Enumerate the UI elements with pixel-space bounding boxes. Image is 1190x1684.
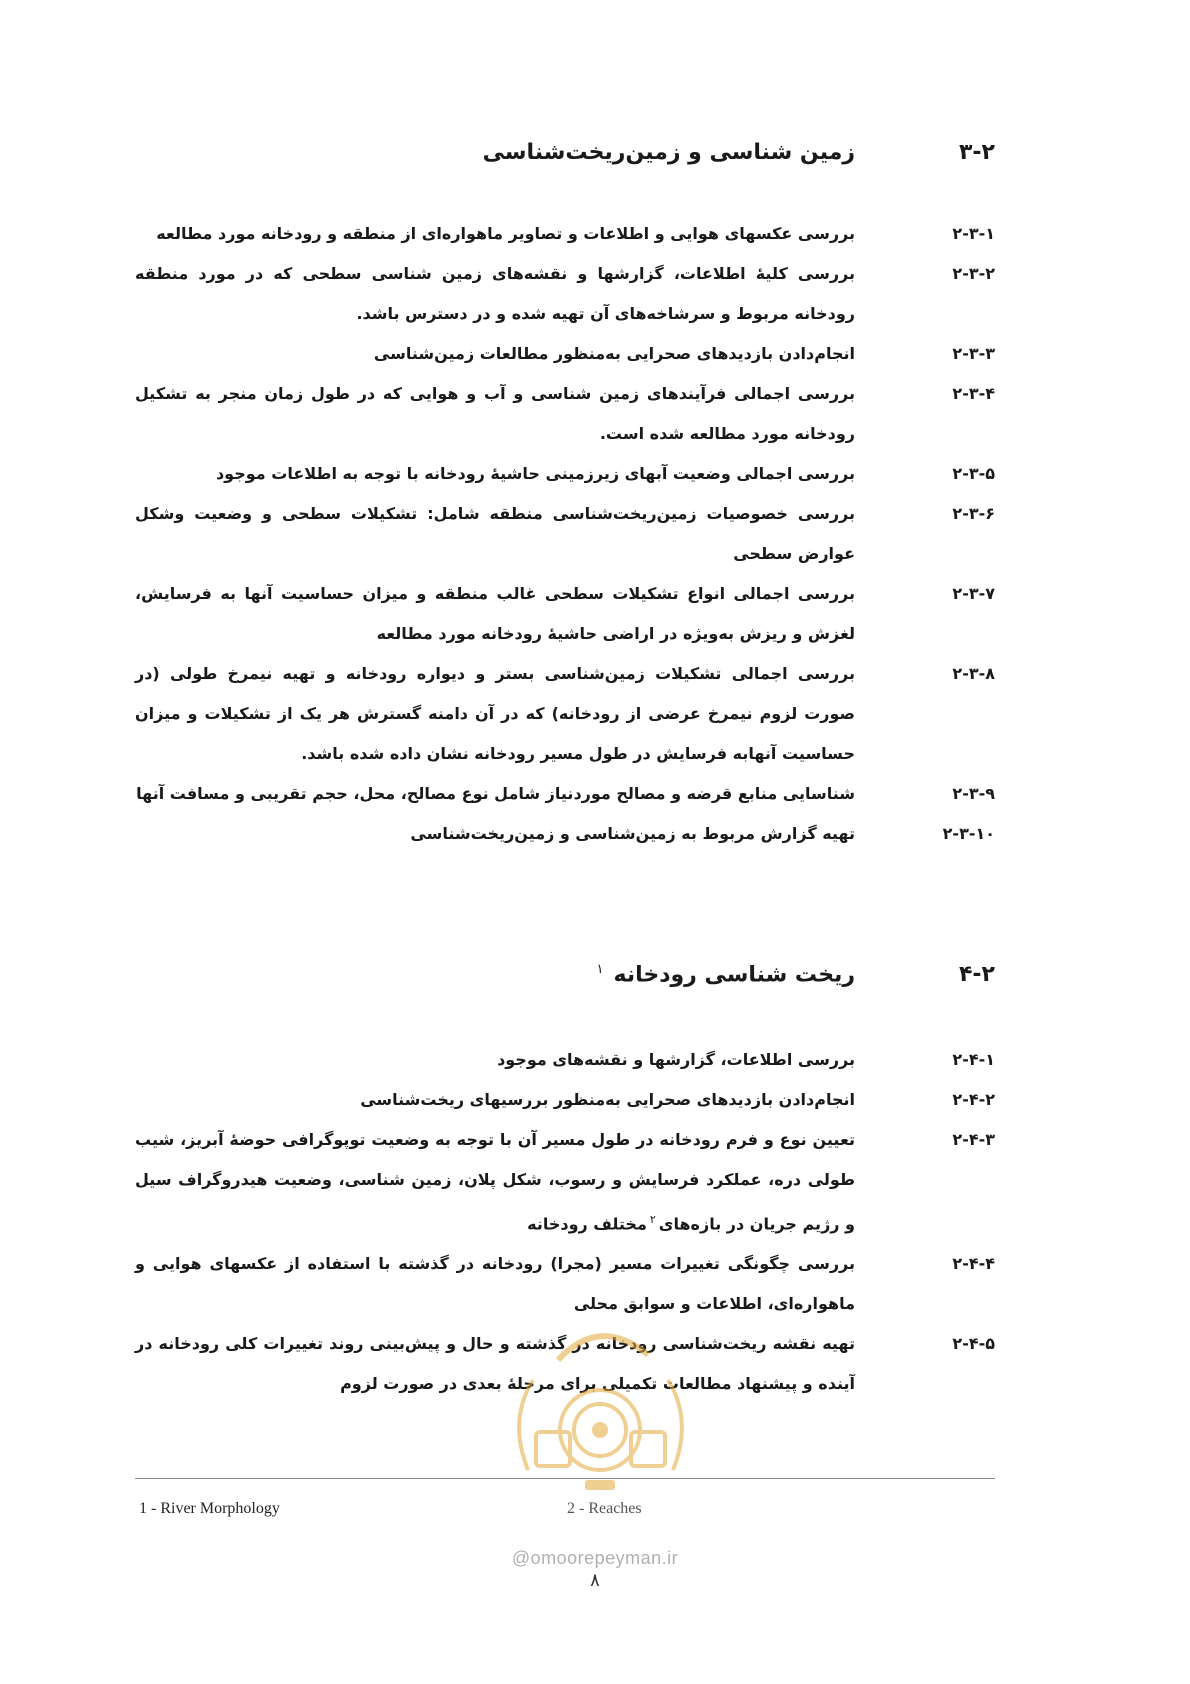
item-number: ۲-۴-۴ [952, 1254, 995, 1274]
item-text: شناسایی منابع قرضه و مصالح موردنیاز شامل نوع مصالح، محل، حجم تقریبی و مسافت آنها [136, 784, 855, 803]
item-number: ۲-۴-۳ [952, 1130, 995, 1149]
item-text [135, 1120, 895, 1244]
item-text: بررسی کلیهٔ اطلاعات، گزارشها و نقشه‌های زمین شناسی سطحی که در مورد منطقه رودخانه مربوط و سرشاخه‌های آن تهیه شده و در دسترس باشد. [135, 264, 855, 323]
item-text: بررسی اجمالی انواع تشکیلات سطحی غالب منطقه و میزان حساسیت آنها به فرسایش، لغزش و ریزش به‌ویژه در اراضی حاشیهٔ رودخانه مورد مطالعه [135, 584, 855, 643]
item-number: ۲-۳-۱ [952, 224, 995, 243]
item-number: ۲-۳-۶ [952, 504, 995, 523]
item-number: ۲-۳-۹ [952, 784, 995, 803]
section-title [135, 962, 895, 987]
item-text: بررسی عکسهای هوایی و اطلاعات و تصاویر ماهواره‌ای از منطقه و رودخانه مورد مطالعه [156, 224, 855, 243]
item-text: بررسی چگونگی تغییرات مسیر (مجرا) رودخانه در گذشته با استفاده از عکسهای هوایی و ماهواره‌ای، اطلاعات و سوابق محلی [135, 1254, 855, 1314]
item-number: ۲-۳-۵ [952, 464, 995, 483]
item-text-part: مختلف رودخانه [527, 1214, 647, 1234]
item-text: بررسی اطلاعات، گزارشها و نقشه‌های موجود [497, 1050, 855, 1069]
footnote-1: 1 - River Morphology [139, 1500, 280, 1517]
item-text: بررسی اجمالی فرآیندهای زمین شناسی و آب و هوایی که در طول زمان منجر به تشکیل رودخانه مورد مطالعه شده است. [135, 384, 855, 443]
list-item [135, 574, 995, 654]
item-text: انجام‌دادن بازدیدهای صحرایی به‌منظور بررسیهای ریخت‌شناسی [360, 1090, 855, 1109]
item-number: ۲-۴-۵ [952, 1334, 995, 1354]
watermark-url: @omoorepeyman.ir [511, 1548, 679, 1568]
footnote-divider [135, 1478, 995, 1479]
footnote-2: 2 - Reaches [567, 1500, 642, 1517]
item-text: تهیه گزارش مربوط به زمین‌شناسی و زمین‌ریخت‌شناسی [410, 824, 855, 843]
list-item [135, 494, 995, 574]
footnote-marker: ۱ [596, 962, 604, 977]
item-text: بررسی اجمالی تشکیلات زمین‌شناسی بستر و دیواره رودخانه و تهیه نیمرخ طولی (در صورت لزوم نیمرخ عرضی از رودخانه) که در آن دامنه گسترش هر یک از تشکیلات و میزان حساسیت آنهابه فرسایش در طول مسیر رودخانه نشان داده شده باشد. [135, 664, 855, 763]
item-number: ۲-۳-۳ [952, 344, 995, 363]
item-number: ۲-۳-۲ [952, 264, 995, 283]
list-item [135, 254, 995, 334]
page-number: ۸ [590, 1570, 600, 1591]
item-text: انجام‌دادن بازدیدهای صحرایی به‌منظور مطالعات زمین‌شناسی [373, 344, 855, 363]
item-number: ۲-۳-۸ [952, 664, 995, 683]
list-item [135, 1040, 995, 1080]
list-item [135, 1080, 995, 1120]
item-text-part: تعیین نوع و فرم رودخانه در طول مسیر آن با توجه به وضعیت توپوگرافی حوضهٔ آبریز، شیب طولی دره، عملکرد فرسایش و رسوب، شکل پلان، زمین شناسی، وضعیت هیدروگراف سیل و رژیم جریان در بازه‌های [135, 1130, 855, 1234]
list-item [135, 454, 995, 494]
item-text: بررسی خصوصیات زمین‌ریخت‌شناسی منطقه شامل: تشکیلات سطحی و وضعیت وشکل عوارض سطحی [135, 504, 855, 563]
watermark-logo [488, 1300, 713, 1505]
list-item [135, 774, 995, 814]
section-heading [135, 962, 995, 987]
item-number: ۲-۳-۴ [952, 384, 995, 403]
list-item [135, 374, 995, 454]
footnote-marker: ۲ [649, 1213, 656, 1226]
section-items-list [135, 214, 995, 854]
section-title-text: ریخت شناسی رودخانه [613, 962, 855, 988]
section-title: زمین شناسی و زمین‌ریخت‌شناسی [482, 140, 855, 165]
list-item [135, 654, 995, 774]
section-heading [135, 140, 995, 165]
list-item [135, 334, 995, 374]
item-text: بررسی اجمالی وضعیت آبهای زیرزمینی حاشیهٔ رودخانه با توجه به اطلاعات موجود [215, 464, 855, 483]
section-number: ۴-۲ [959, 962, 995, 988]
list-item [135, 214, 995, 254]
item-text: تهیه نقشه ریخت‌شناسی رودخانه در گذشته و حال و پیش‌بینی روند تغییرات کلی رودخانه در آینده و پیشنهاد مطالعات تکمیلی برای مرحلهٔ بعدی در صورت لزوم [135, 1334, 855, 1394]
section-number: ۳-۲ [959, 140, 995, 165]
item-number: ۲-۴-۲ [952, 1090, 995, 1109]
item-number: ۲-۳-۷ [952, 584, 995, 603]
item-number: ۲-۴-۱ [952, 1050, 995, 1069]
list-item [135, 1120, 995, 1244]
item-number: ۲-۳-۱۰ [942, 824, 995, 843]
list-item [135, 814, 995, 854]
